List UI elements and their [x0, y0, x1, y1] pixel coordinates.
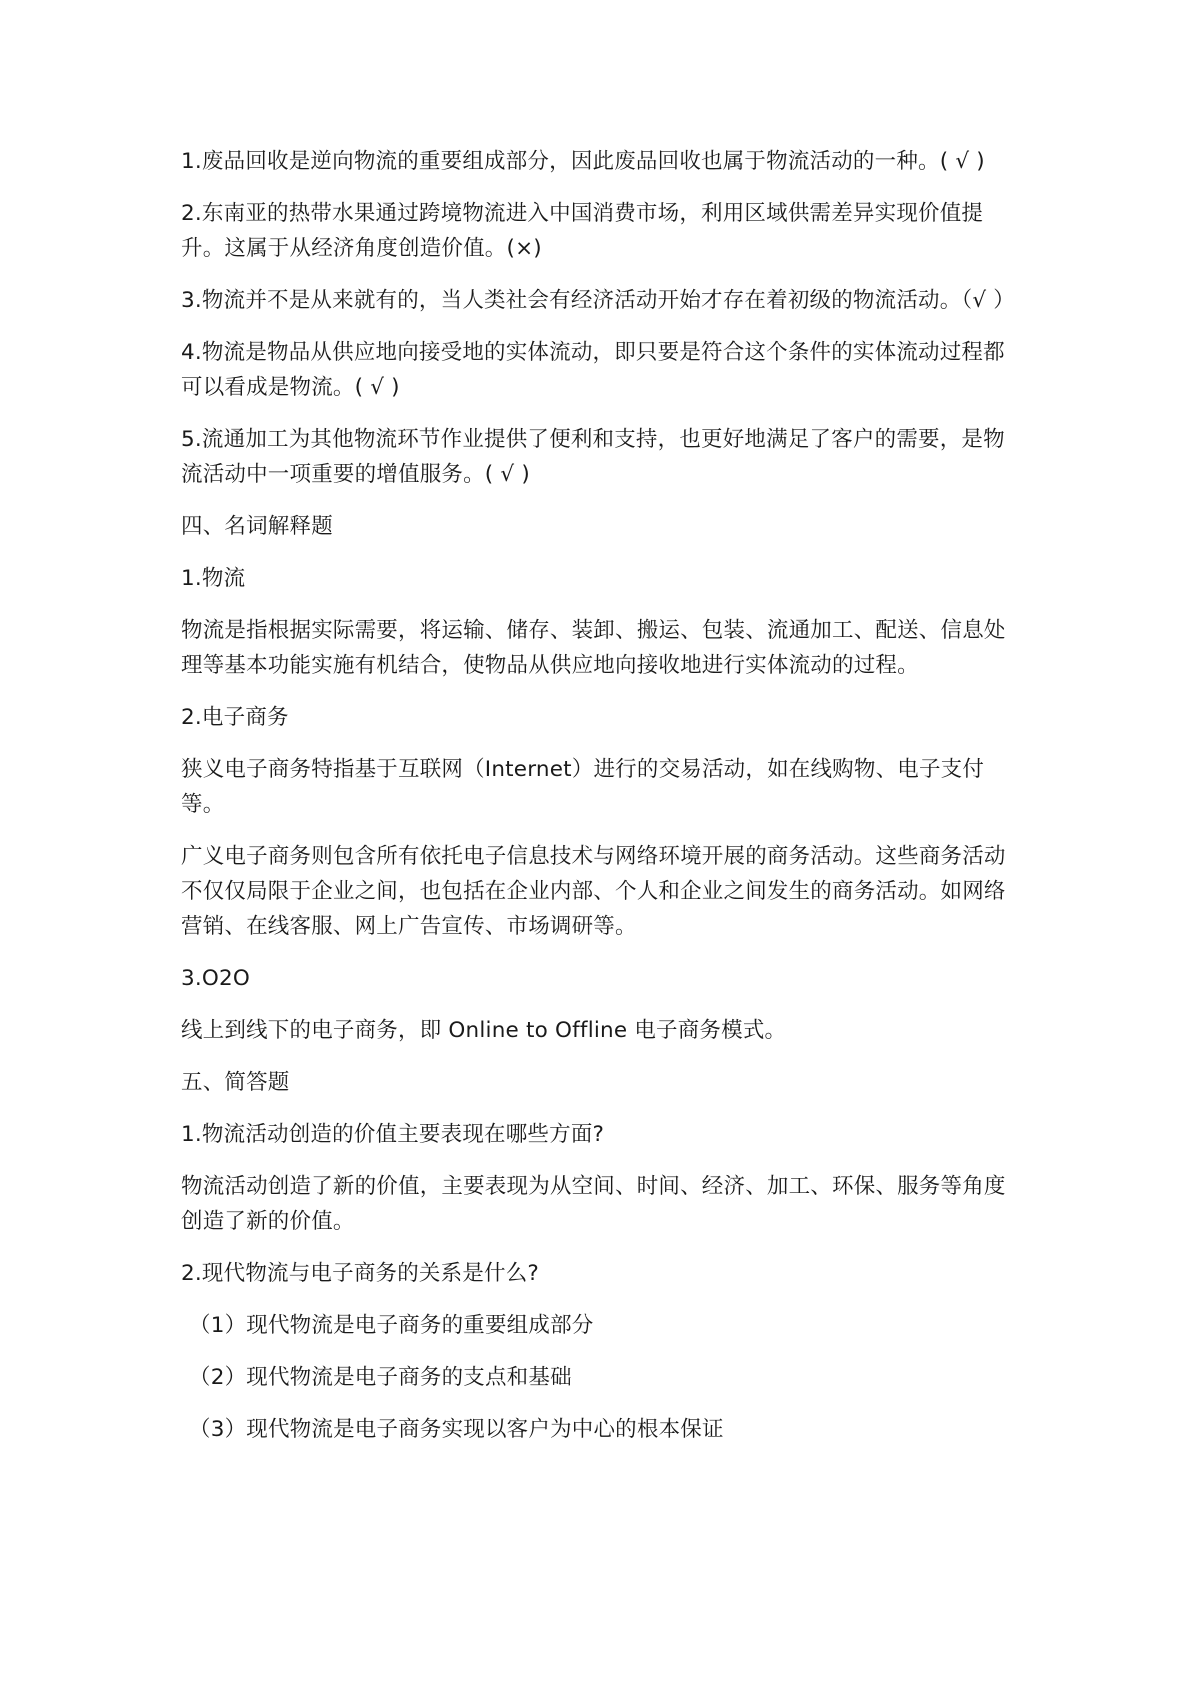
question-2: 2.现代物流与电子商务的关系是什么?: [181, 1261, 540, 1286]
term-ecommerce-broad: 广义电子商务则包含所有依托电子信息技术与网络环境开展的商务活动。这些商务活动不仅仅局限于企业之间，也包括在企业内部、个人和企业之间发生的商务活动。如网络营销、在线客服、网上广告宣传、市场调研等。: [181, 844, 1006, 939]
answer-1: 物流活动创造了新的价值，主要表现为从空间、时间、经济、加工、环保、服务等角度创造了新的价值。: [181, 1174, 1006, 1234]
term-o2o-title: 3.O2O: [181, 966, 251, 991]
true-false-item-2: 2.东南亚的热带水果通过跨境物流进入中国消费市场，利用区域供需差异实现价值提升。这属于从经济角度创造价值。(×): [181, 201, 984, 261]
true-false-item-4: 4.物流是物品从供应地向接受地的实体流动，即只要是符合这个条件的实体流动过程都可以看成是物流。( √ ): [181, 340, 1005, 400]
term-ecommerce-title: 2.电子商务: [181, 705, 289, 730]
term-logistics-title: 1.物流: [181, 566, 246, 591]
question-1: 1.物流活动创造的价值主要表现在哪些方面?: [181, 1122, 605, 1147]
answer-2-point-3: （3）现代物流是电子商务实现以客户为中心的根本保证: [189, 1417, 724, 1442]
term-ecommerce-narrow: 狭义电子商务特指基于互联网（Internet）进行的交易活动，如在线购物、电子支付等。: [181, 757, 985, 817]
true-false-item-3: 3.物流并不是从来就有的，当人类社会有经济活动开始才存在着初级的物流活动。（√ ）: [181, 288, 1016, 313]
term-logistics-definition: 物流是指根据实际需要，将运输、储存、装卸、搬运、包装、流通加工、配送、信息处理等基本功能实施有机结合，使物品从供应地向接收地进行实体流动的过程。: [181, 618, 1006, 678]
answer-2-point-2: （2）现代物流是电子商务的支点和基础: [189, 1365, 572, 1390]
section-heading-terms: 四、名词解释题: [181, 514, 333, 539]
answer-2-point-1: （1）现代物流是电子商务的重要组成部分: [189, 1313, 594, 1338]
document-page: [181, 144, 1021, 1464]
true-false-item-1: 1.废品回收是逆向物流的重要组成部分，因此废品回收也属于物流活动的一种。( √ ): [181, 149, 985, 174]
true-false-item-5: 5.流通加工为其他物流环节作业提供了便利和支持，也更好地满足了客户的需要，是物流活动中一项重要的增值服务。( √ ): [181, 427, 1005, 487]
section-heading-short-answer: 五、简答题: [181, 1070, 290, 1095]
term-o2o-definition: 线上到线下的电子商务，即 Online to Offline 电子商务模式。: [181, 1018, 787, 1043]
